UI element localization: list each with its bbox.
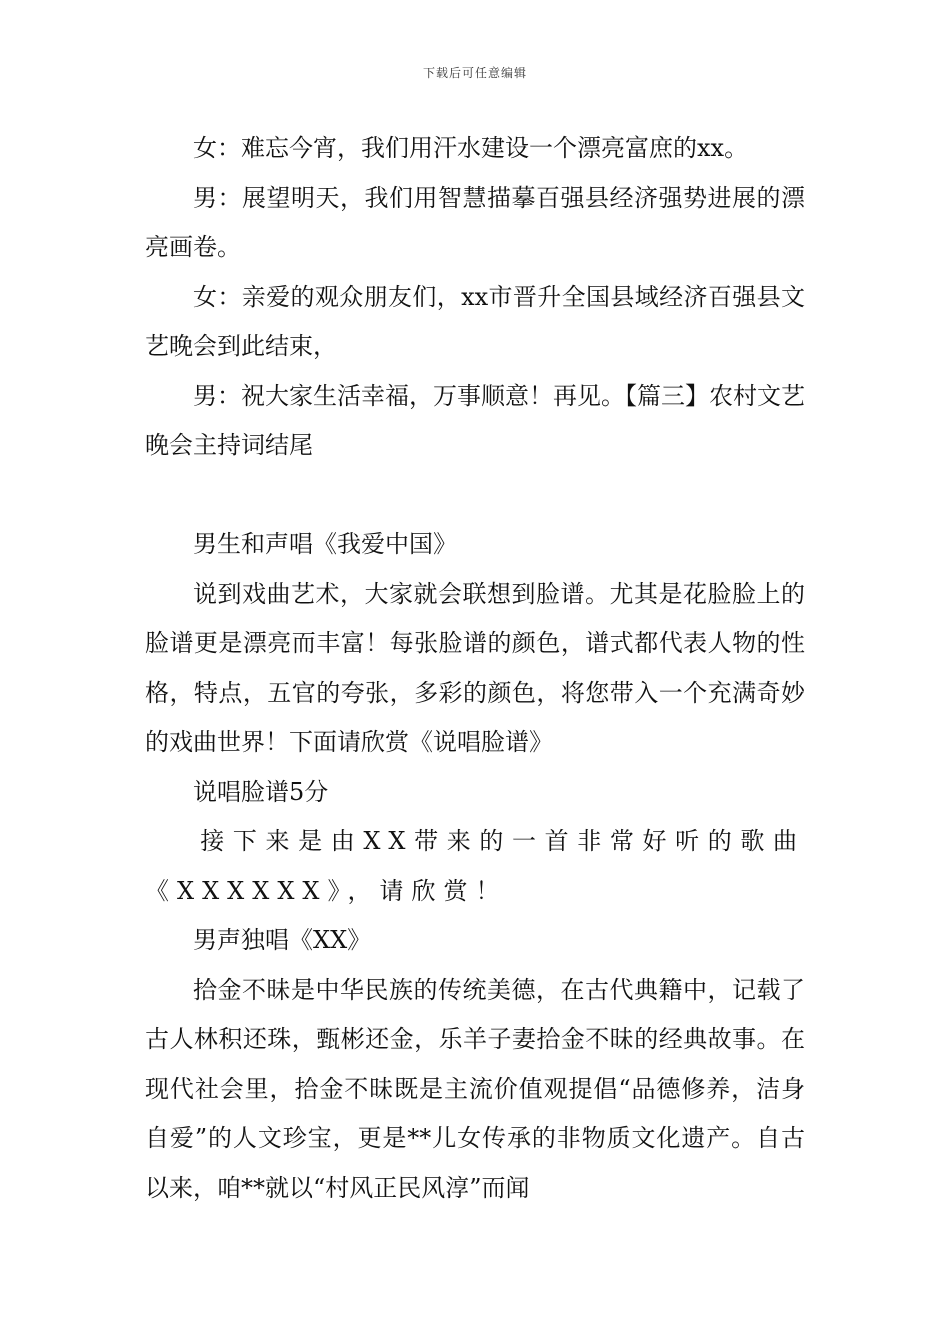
paragraph: 女：亲爱的观众朋友们，xx市晋升全国县域经济百强县文艺晚会到此结束， bbox=[145, 282, 805, 360]
program-title: 说唱脸谱5分 bbox=[193, 777, 329, 806]
paragraph: 男：展望明天，我们用智慧描摹百强县经济强势进展的漂亮画卷。 bbox=[145, 183, 805, 261]
blank-line bbox=[145, 471, 805, 521]
paragraph: 拾金不昧是中华民族的传统美德，在古代典籍中，记载了古人林积还珠，甄彬还金，乐羊子妻拾金不昧的经典故事。在现代社会里，拾金不昧既是主流价值观提倡“品德修养，洁身自爱”的人文珍宝，更是**儿女传承的非物质文化遗产。自古以来，咱**就以“村风正民风淳”而闻 bbox=[145, 975, 805, 1202]
paragraph: 女：难忘今宵，我们用汗水建设一个漂亮富庶的xx。 bbox=[193, 134, 749, 162]
document-body bbox=[145, 124, 805, 1213]
paragraph: 男：祝大家生活幸福，万事顺意！再见。【篇三】农村文艺晚会主持词结尾 bbox=[145, 381, 805, 459]
program-title: 男声独唱《XX》 bbox=[193, 926, 372, 954]
paragraph: 说到戏曲艺术，大家就会联想到脸谱。尤其是花脸脸上的脸谱更是漂亮而丰富！每张脸谱的颜色，谱式都代表人物的性格，特点，五官的夸张，多彩的颜色，将您带入一个充满奇妙的戏曲世界！下面请欣赏《说唱脸谱》 bbox=[145, 579, 805, 756]
page-header: 下载后可任意编辑 bbox=[422, 66, 527, 80]
program-title: 男生和声唱《我爱中国》 bbox=[193, 530, 457, 558]
paragraph: 接下来是由XX带来的一首非常好听的歌曲《XXXXXX》，请欣赏！ bbox=[145, 827, 805, 905]
